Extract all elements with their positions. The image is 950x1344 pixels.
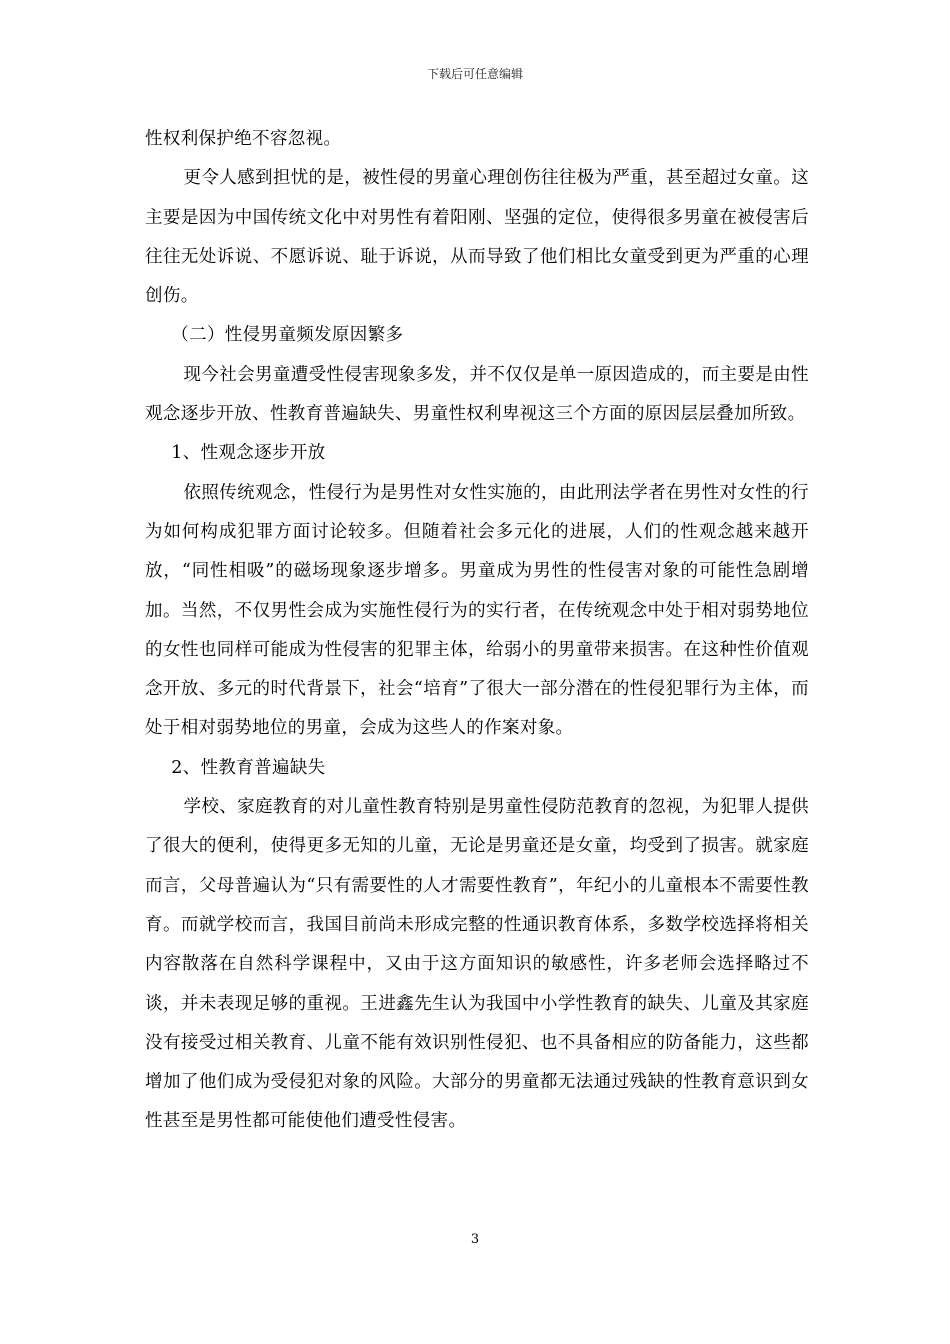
section-heading: （二）性侵男童频发原因繁多 <box>171 325 404 346</box>
paragraph: 依照传统观念，性侵行为是男性对女性实施的，由此刑法学者在男性对女性的行为如何构成犯罪方面讨论较多。但随着社会多元化的进展，人们的性观念越来越开放，“同性相吸”的磁场现象逐步增多。男童成为男性的性侵害对象的可能性急剧增加。当然，不仅男性会成为实施性侵行为的实行者，在传统观念中处于相对弱势地位的女性也同样可能成为性侵害的犯罪主体，给弱小的男童带来损害。在这种性价值观念开放、多元的时代背景下，社会“培育”了很大一部分潜在的性侵犯罪行为主体，而处于相对弱势地位的男童，会成为这些人的作案对象。 <box>145 482 809 739</box>
paragraph: 现今社会男童遭受性侵害现象多发，并不仅仅是单一原因造成的，而主要是由性观念逐步开放、性教育普遍缺失、男童性权利卑视这三个方面的原因层层叠加所致。 <box>145 364 809 425</box>
paragraph: 学校、家庭教育的对儿童性教育特别是男童性侵防范教育的忽视，为犯罪人提供了很大的便利，使得更多无知的儿童，无论是男童还是女童，均受到了损害。就家庭而言，父母普遍认为“只有需要性的人才需要性教育”，年纪小的儿童根本不需要性教育。而就学校而言，我国目前尚未形成完整的性通识教育体系，多数学校选择将相关内容散落在自然科学课程中，又由于这方面知识的敏感性，许多老师会选择略过不谈，并未表现足够的重视。王进鑫先生认为我国中小学性教育的缺失、儿童及其家庭没有接受过相关教育、儿童不能有效识别性侵犯、也不具备相应的防备能力，这些都增加了他们成为受侵犯对象的风险。大部分的男童都无法通过残缺的性教育意识到女性甚至是男性都可能使他们遭受性侵害。 <box>145 797 809 1132</box>
document-body <box>145 120 809 1142</box>
subsection-heading: 2、性教育普遍缺失 <box>171 757 326 778</box>
page-header: 下载后可任意编辑 <box>426 67 523 81</box>
paragraph: 更令人感到担忧的是，被性侵的男童心理创伤往往极为严重，甚至超过女童。这主要是因为中国传统文化中对男性有着阳刚、坚强的定位，使得很多男童在被侵害后往往无处诉说、不愿诉说、耻于诉说，从而导致了他们相比女童受到更为严重的心理创伤。 <box>145 168 809 307</box>
page-number: 3 <box>470 1232 480 1247</box>
paragraph-continuation: 性权利保护绝不容忽视。 <box>145 129 342 149</box>
subsection-heading: 1、性观念逐步开放 <box>171 443 326 464</box>
